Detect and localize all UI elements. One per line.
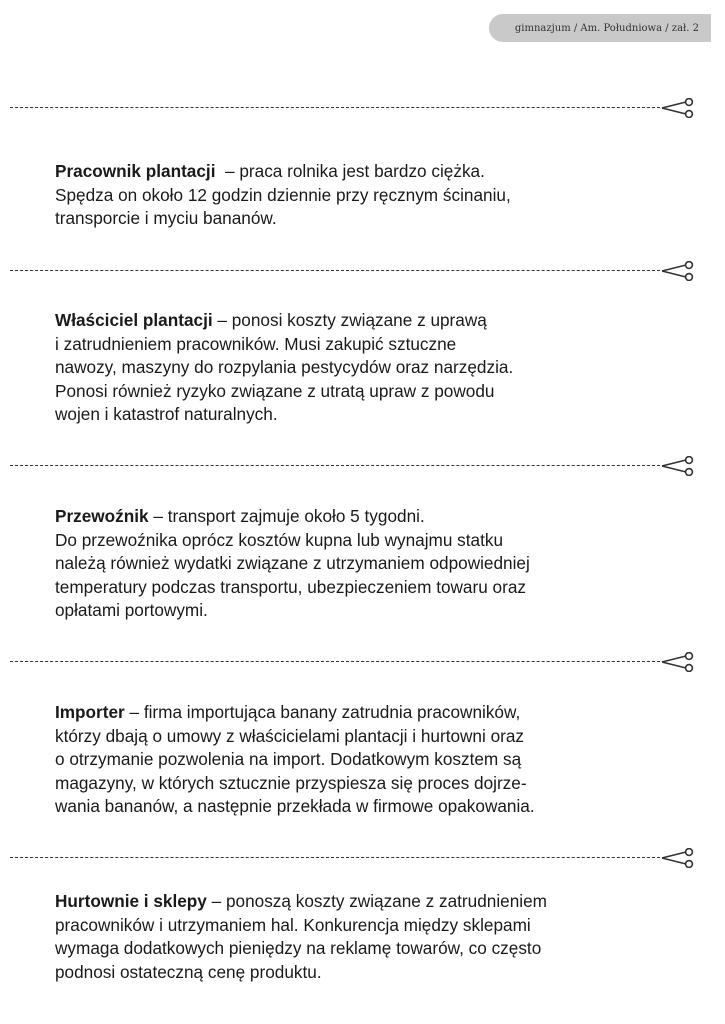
dashed-line: [10, 661, 660, 662]
card-text: – ponosi koszty związane z uprawą: [212, 310, 487, 330]
card-line: którzy dbają o umowy z właścicielami plantacji i hurtowni oraz: [55, 725, 525, 746]
card-text: – transport zajmuje około 5 tygodni.: [148, 506, 425, 526]
card-line: [55, 701, 665, 725]
card-line: Do przewoźnika oprócz kosztów kupna lub wynajmu statku: [55, 529, 504, 550]
cut-line: [10, 456, 710, 476]
card-line: [55, 505, 665, 529]
card-line: podnosi ostateczną cenę produktu.: [55, 961, 322, 982]
card-line: temperatury podczas transportu, ubezpieczeniem towaru oraz: [55, 576, 526, 597]
card-line: wania bananów, a następnie przekłada w firmowe opakowania.: [55, 796, 535, 816]
dashed-line: [10, 465, 660, 466]
card-term: Importer: [55, 702, 125, 722]
card-term: Pracownik plantacji: [55, 161, 216, 181]
card-line: transporcie i myciu bananów.: [55, 208, 277, 228]
scissors-icon: [660, 98, 696, 118]
page-tag: [489, 14, 711, 42]
cut-line: [10, 261, 710, 281]
card-term: Przewoźnik: [55, 506, 149, 526]
card-line: [55, 309, 665, 333]
card-term: Właściciel plantacji: [55, 310, 213, 330]
scissors-icon: [660, 261, 696, 281]
page-tag-label: gimnazjum / Am. Południowa / zał. 2: [514, 22, 699, 34]
card-line: Spędza on około 12 godzin dziennie przy ręcznym ścinaniu,: [55, 184, 511, 205]
card-line: wojen i katastrof naturalnych.: [55, 404, 278, 424]
card-text: – praca rolnika jest bardzo ciężka.: [215, 161, 485, 181]
card-plantation-owner: [55, 309, 665, 427]
card-text: – ponoszą koszty związane z zatrudnieniem: [206, 891, 547, 911]
cut-line: [10, 652, 710, 672]
card-line: i zatrudnieniem pracowników. Musi zakupić sztuczne: [55, 333, 457, 354]
dashed-line: [10, 107, 660, 108]
card-plantation-worker: [55, 160, 665, 231]
scissors-icon: [660, 652, 696, 672]
dashed-line: [10, 857, 660, 858]
card-line: wymaga dodatkowych pieniędzy na reklamę towarów, co często: [55, 938, 542, 958]
card-line: [55, 890, 665, 914]
card-wholesale-retail: [55, 890, 665, 984]
cut-line: [10, 848, 710, 868]
card-text: – firma importująca banany zatrudnia pracowników,: [124, 702, 521, 722]
dashed-line: [10, 270, 660, 271]
card-carrier: [55, 505, 665, 623]
scissors-icon: [660, 848, 696, 868]
card-importer: [55, 701, 665, 819]
card-line: nawozy, maszyny do rozpylania pestycydów oraz narzędzia.: [55, 357, 514, 377]
card-line: należą również wydatki związane z utrzymaniem odpowiedniej: [55, 553, 530, 573]
card-line: magazyny, w których sztucznie przyspiesza się proces dojrze-: [55, 772, 527, 793]
scissors-icon: [660, 456, 696, 476]
card-line: opłatami portowymi.: [55, 600, 208, 620]
card-line: pracowników i utrzymaniem hal. Konkurencja między sklepami: [55, 914, 531, 935]
card-term: Hurtownie i sklepy: [55, 891, 207, 911]
card-line: Ponosi również ryzyko związane z utratą upraw z powodu: [55, 380, 495, 401]
cut-line: [10, 98, 710, 118]
card-line: [55, 160, 665, 184]
card-line: o otrzymanie pozwolenia na import. Dodatkowym kosztem są: [55, 749, 522, 769]
